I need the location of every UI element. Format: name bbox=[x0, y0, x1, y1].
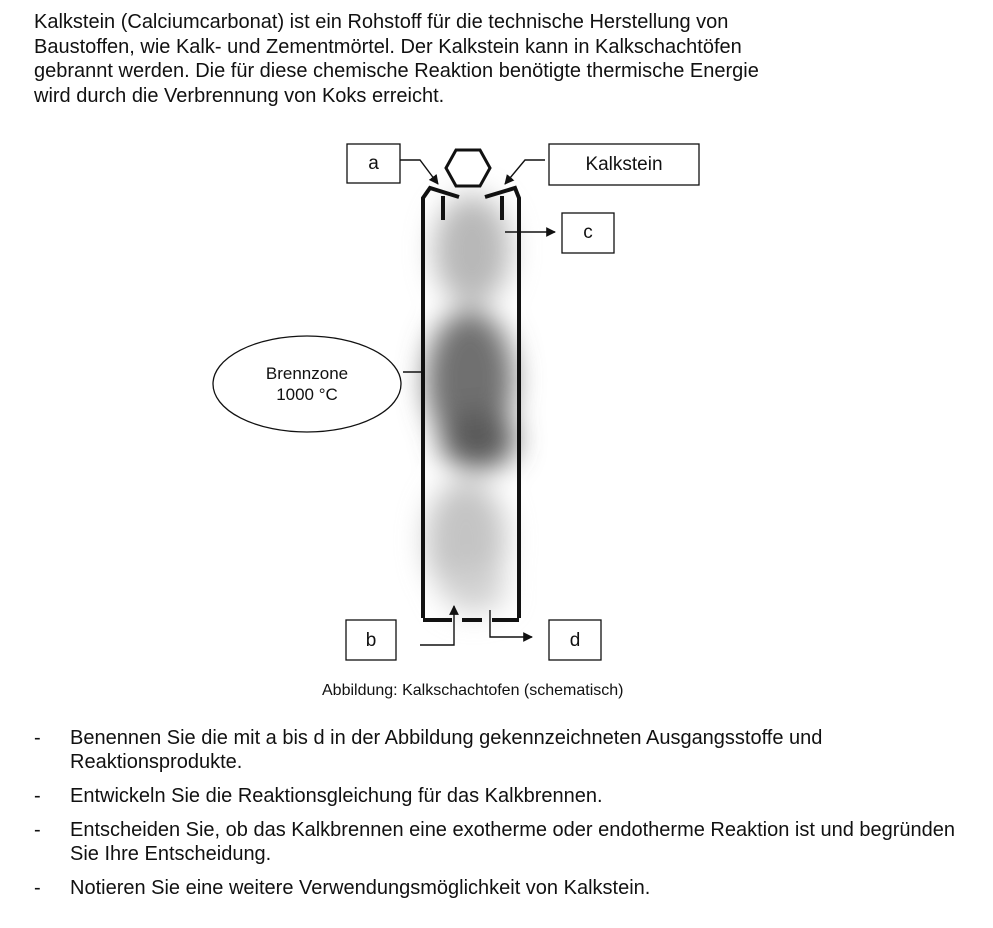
label-a: a bbox=[368, 153, 379, 174]
arrow-a bbox=[400, 160, 438, 184]
brennzone-temperature: 1000 °C bbox=[276, 385, 338, 404]
label-b: b bbox=[365, 630, 377, 651]
bullet-dash: - bbox=[34, 785, 41, 807]
intro-line: Kalkstein (Calciumcarbonat) ist ein Rohstoff für die technische Herstellung von bbox=[34, 11, 729, 33]
feed-hexagon bbox=[446, 150, 490, 186]
arrow-kalkstein bbox=[505, 160, 545, 184]
task-item bbox=[34, 818, 989, 866]
brennzone-title: Brennzone bbox=[265, 364, 349, 383]
task-text: Benennen Sie die mit a bis d in der Abbildung gekennzeichneten Ausgangsstoffe und Reaktionsprodukte. bbox=[70, 727, 823, 773]
task-text: Entwickeln Sie die Reaktionsgleichung für das Kalkbrennen. bbox=[70, 785, 603, 807]
kiln-contents bbox=[426, 195, 516, 612]
task-item bbox=[34, 784, 989, 808]
bullet-dash: - bbox=[34, 819, 41, 841]
arrow-b bbox=[420, 606, 454, 645]
task-text: Entscheiden Sie, ob das Kalkbrennen eine exotherme oder endotherme Reaktion ist und begründen Sie Ihre Entscheidung. bbox=[70, 819, 956, 865]
figure-caption: Abbildung: Kalkschachtofen (schematisch) bbox=[322, 682, 624, 699]
task-list bbox=[34, 726, 989, 910]
label-d: d bbox=[569, 630, 581, 651]
intro-line: Baustoffen, wie Kalk- und Zementmörtel. Der Kalkstein kann in Kalkschachtöfen bbox=[34, 35, 742, 58]
task-item bbox=[34, 876, 989, 900]
intro-line: wird durch die Verbrennung von Koks erreicht. bbox=[34, 84, 445, 107]
arrow-d bbox=[490, 610, 532, 637]
bullet-dash: - bbox=[34, 877, 41, 899]
label-kalkstein: Kalkstein bbox=[585, 154, 663, 175]
brennzone-label bbox=[212, 336, 402, 432]
intro-line: gebrannt werden. Die für diese chemische Reaktion benötigte thermische Energie bbox=[34, 60, 759, 82]
bullet-dash: - bbox=[34, 727, 41, 749]
task-item bbox=[34, 726, 989, 774]
task-text: Notieren Sie eine weitere Verwendungsmöglichkeit von Kalkstein. bbox=[70, 877, 651, 899]
label-c: c bbox=[583, 222, 593, 243]
